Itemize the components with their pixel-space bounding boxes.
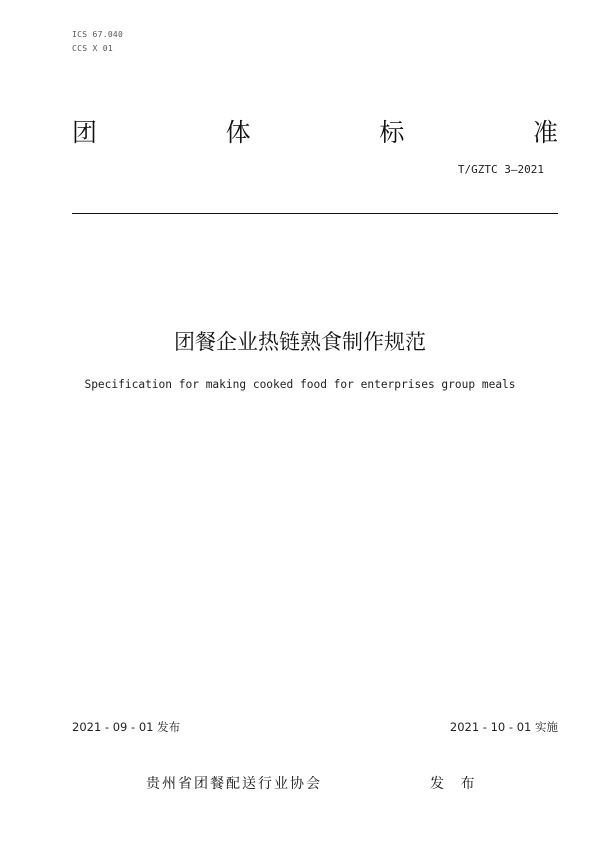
heading-char: 体 (225, 118, 251, 147)
ccs-code: CCS X 01 (72, 44, 113, 53)
document-title-english: Specification for making cooked food for enterprises group meals (84, 378, 516, 391)
implementation-date: 2021 - 10 - 01 实施 (449, 720, 558, 734)
standard-type-heading (72, 113, 558, 149)
issue-label: 发 布 (430, 776, 481, 792)
issuing-organization: 贵州省团餐配送行业协会 (146, 776, 322, 792)
header-divider (72, 213, 558, 214)
document-title-chinese: 团餐企业热链熟食制作规范 (174, 330, 426, 354)
ics-code: ICS 67.040 (72, 30, 124, 39)
heading-char: 标 (379, 118, 405, 147)
heading-char: 团 (72, 118, 98, 147)
publish-date: 2021 - 09 - 01 发布 (72, 720, 181, 734)
heading-char: 准 (532, 118, 558, 147)
standard-number: T/GZTC 3—2021 (457, 163, 544, 176)
